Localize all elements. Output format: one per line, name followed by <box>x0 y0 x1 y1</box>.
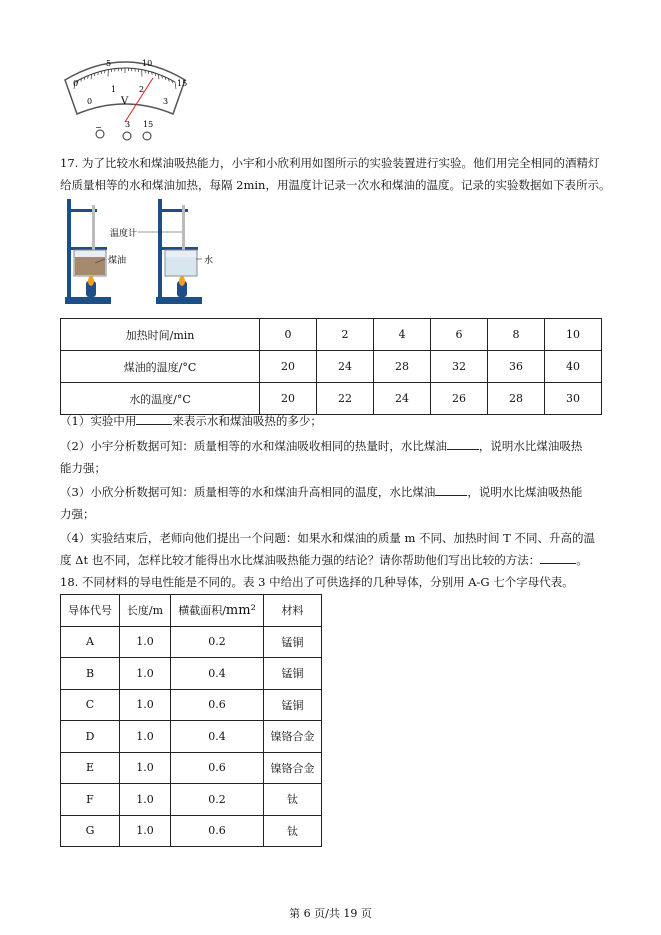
sub3-pre: （3）小欣分析数据可知：质量相等的水和煤油升高相同的温度，水比煤油 <box>60 485 436 499</box>
row-label: 水的温度/°C <box>61 383 260 415</box>
meter-terminal-label: 15 <box>143 120 154 129</box>
sub4-end: 。 <box>576 553 588 567</box>
sub1-post: 来表示水和煤油吸热的多少； <box>172 414 322 428</box>
table-row <box>61 815 322 847</box>
sub2-pre: （2）小宇分析数据可知：质量相等的水和煤油吸收相同的热量时，水比煤油 <box>60 439 447 453</box>
table-cell: 0 <box>260 319 317 351</box>
answer-blank[interactable] <box>447 438 479 450</box>
q17-sub3 <box>60 484 582 500</box>
table-row <box>61 383 602 415</box>
table-cell: 0.6 <box>171 815 264 847</box>
table-cell: 0.6 <box>171 752 264 784</box>
table-cell: E <box>61 752 120 784</box>
q17-sub4-line1: （4）实验结束后，老师向他们提出一个问题：如果水和煤油的质量 m 不同、加热时间 T 不同、升高的温 <box>60 531 596 545</box>
table-cell: 28 <box>488 383 545 415</box>
table-row <box>61 721 322 753</box>
table-cell: 32 <box>431 351 488 383</box>
table-cell: 40 <box>545 351 602 383</box>
header-area-label: 横截面积/ <box>178 604 226 618</box>
table-cell: 钛 <box>264 815 322 847</box>
table-cell: 1.0 <box>120 689 171 721</box>
meter-bottom-scale-label: 1 <box>111 85 117 94</box>
table-cell: 锰铜 <box>264 689 322 721</box>
q18-intro: 18. 不同材料的导电性能是不同的。表 3 中给出了可供选择的几种导体，分别用 A-G 七个字母代表。 <box>60 575 574 589</box>
table-row <box>61 626 322 658</box>
table-cell: C <box>61 689 120 721</box>
table-row <box>61 784 322 816</box>
table-row <box>61 658 322 690</box>
q17-sub4-line2 <box>60 552 588 568</box>
table-cell: 1.0 <box>120 784 171 816</box>
meter-bottom-scale-label: 3 <box>163 97 169 106</box>
meter-terminal-label: − <box>95 123 102 132</box>
table-cell: 1.0 <box>120 721 171 753</box>
table-cell: 镍铬合金 <box>264 752 322 784</box>
table-cell: F <box>61 784 120 816</box>
table-header-row <box>61 595 322 627</box>
q17-sub1 <box>60 413 322 429</box>
table-cell: 0.2 <box>171 626 264 658</box>
column-header: 长度/m <box>120 595 171 627</box>
table-cell: 镍铬合金 <box>264 721 322 753</box>
meter-unit-label: V <box>121 96 129 107</box>
table-cell: 1.0 <box>120 658 171 690</box>
meter-bottom-scale-label: 0 <box>87 97 93 106</box>
q17-data-table <box>60 318 602 415</box>
sub2-post: ，说明水比煤油吸热 <box>478 439 583 453</box>
table-cell: B <box>61 658 120 690</box>
table-cell: 0.6 <box>171 689 264 721</box>
meter-terminal-label: 3 <box>125 120 131 129</box>
table-cell: 22 <box>317 383 374 415</box>
meter-top-scale-label: 10 <box>142 59 153 68</box>
table-cell: 6 <box>431 319 488 351</box>
answer-blank[interactable] <box>540 552 576 564</box>
q17-sub3-cont: 力强； <box>60 507 95 521</box>
table-cell: 36 <box>488 351 545 383</box>
table-cell: 1.0 <box>120 626 171 658</box>
table-cell: 24 <box>317 351 374 383</box>
column-header: 材料 <box>264 595 322 627</box>
answer-blank[interactable] <box>435 484 467 496</box>
table-cell: 30 <box>545 383 602 415</box>
table-cell: 锰铜 <box>264 626 322 658</box>
page-footer: 第 6 页/共 19 页 <box>289 907 372 920</box>
table-cell: G <box>61 815 120 847</box>
sub3-post: ，说明水比煤油吸热能 <box>467 485 583 499</box>
row-label: 煤油的温度/°C <box>61 351 260 383</box>
table-cell: 钛 <box>264 784 322 816</box>
table-row <box>61 689 322 721</box>
table-cell: 28 <box>374 351 431 383</box>
table-cell: A <box>61 626 120 658</box>
table-cell: D <box>61 721 120 753</box>
meter-top-scale-label: 5 <box>106 59 112 68</box>
table-row <box>61 351 602 383</box>
table-cell: 24 <box>374 383 431 415</box>
q17-line2: 给质量相等的水和煤油加热，每隔 2min，用温度计记录一次水和煤油的温度。记录的实验数据如下表所示。 <box>60 178 611 192</box>
heating-apparatus-figure <box>60 197 230 309</box>
q18-conductor-table <box>60 594 322 847</box>
table-cell: 20 <box>260 351 317 383</box>
table-cell: 1.0 <box>120 752 171 784</box>
sub4-line2-text: 度 Δt 也不同，怎样比较才能得出水比煤油吸热能力强的结论？请你帮助他们写出比较的方法： <box>60 553 541 567</box>
table-cell: 20 <box>260 383 317 415</box>
table-cell: 0.4 <box>171 721 264 753</box>
label-thermometer: 温度计 <box>110 229 138 239</box>
header-area-unit: mm² <box>225 603 256 619</box>
table-cell: 4 <box>374 319 431 351</box>
column-header <box>171 595 264 627</box>
meter-top-scale-label: 0 <box>73 79 79 88</box>
table-cell: 10 <box>545 319 602 351</box>
meter-bottom-scale-label: 2 <box>139 85 145 94</box>
q17-sub2 <box>60 438 582 454</box>
column-header: 导体代号 <box>61 595 120 627</box>
table-cell: 8 <box>488 319 545 351</box>
table-row <box>61 752 322 784</box>
q17-line1: 17. 为了比较水和煤油吸热能力，小宇和小欣利用如图所示的实验装置进行实验。他们用完全相同的酒精灯 <box>60 156 600 170</box>
row-label: 加热时间/min <box>61 319 260 351</box>
meter-top-scale-label: 15 <box>177 79 188 88</box>
table-cell: 2 <box>317 319 374 351</box>
table-cell: 26 <box>431 383 488 415</box>
sub1-pre: （1）实验中用 <box>60 414 137 428</box>
answer-blank[interactable] <box>136 413 172 425</box>
table-cell: 0.4 <box>171 658 264 690</box>
voltmeter-figure <box>55 52 195 144</box>
table-row <box>61 319 602 351</box>
label-kerosene: 煤油 <box>108 256 127 266</box>
table-cell: 0.2 <box>171 784 264 816</box>
q17-sub2-cont: 能力强； <box>60 461 106 475</box>
table-cell: 1.0 <box>120 815 171 847</box>
label-water: 水 <box>204 256 214 266</box>
table-cell: 锰铜 <box>264 658 322 690</box>
